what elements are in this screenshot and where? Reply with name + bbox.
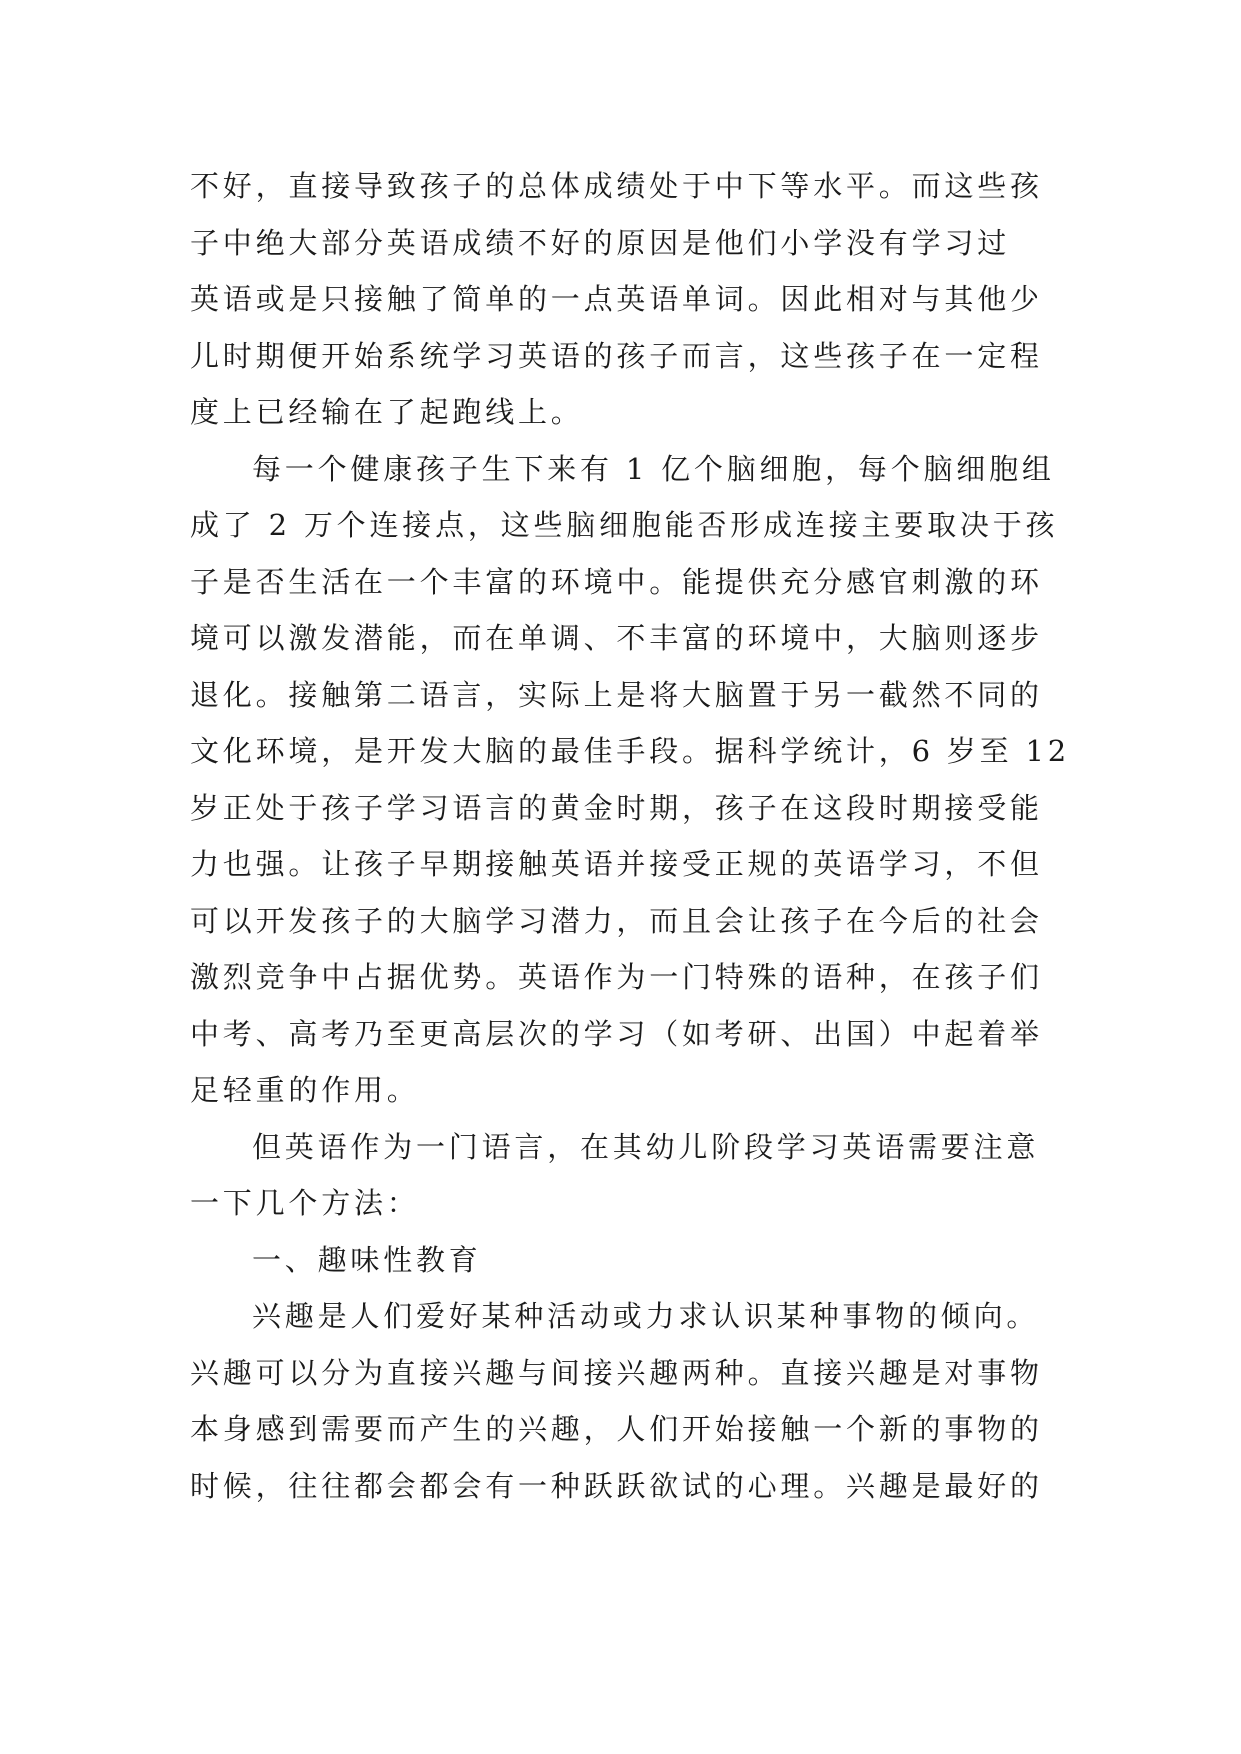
paragraph-start-line: 每一个健康孩子生下来有 1 亿个脑细胞，每个脑细胞组: [252, 451, 1055, 486]
text-line: 一下几个方法：: [190, 1186, 420, 1220]
text-line: 境可以激发潜能，而在单调、不丰富的环境中，大脑则逐步: [190, 621, 1043, 655]
text-line: 儿时期便开始系统学习英语的孩子而言，这些孩子在一定程: [190, 338, 1043, 373]
section-heading: 一、趣味性教育: [252, 1242, 482, 1277]
text-line: 兴趣可以分为直接兴趣与间接兴趣两种。直接兴趣是对事物: [190, 1355, 1043, 1390]
text-line: 不好，直接导致孩子的总体成绩处于中下等水平。而这些孩: [190, 169, 1043, 203]
text-line: 度上已经输在了起跑线上。: [190, 395, 584, 429]
document-body: [190, 158, 1070, 1514]
text-line: 时候，往往都会都会有一种跃跃欲试的心理。兴趣是最好的: [190, 1468, 1043, 1503]
paragraph-start-line: 兴趣是人们爱好某种活动或力求认识某种事物的倾向。: [252, 1299, 1040, 1333]
text-line: 文化环境，是开发大脑的最佳手段。据科学统计，6 岁至 12: [190, 734, 1070, 768]
text-line: 英语或是只接触了简单的一点英语单词。因此相对与其他少: [190, 282, 1043, 316]
text-line: 子是否生活在一个丰富的环境中。能提供充分感官刺激的环: [190, 564, 1043, 599]
text-line: 本身感到需要而产生的兴趣，人们开始接触一个新的事物的: [190, 1412, 1043, 1446]
paragraph-start-line: 但英语作为一门语言，在其幼儿阶段学习英语需要注意: [252, 1129, 1040, 1164]
text-line: 岁正处于孩子学习语言的黄金时期，孩子在这段时期接受能: [190, 790, 1043, 825]
text-line: 激烈竞争中占据优势。英语作为一门特殊的语种，在孩子们: [190, 960, 1043, 994]
text-line: 可以开发孩子的大脑学习潜力，而且会让孩子在今后的社会: [190, 903, 1043, 938]
text-line: 子中绝大部分英语成绩不好的原因是他们小学没有学习过: [190, 225, 1011, 260]
text-line: 中考、高考乃至更高层次的学习（如考研、出国）中起着举: [190, 1016, 1043, 1051]
text-line: 成了 2 万个连接点，这些脑细胞能否形成连接主要取决于孩: [190, 508, 1059, 542]
text-line: 退化。接触第二语言，实际上是将大脑置于另一截然不同的: [190, 677, 1043, 712]
text-line: 力也强。让孩子早期接触英语并接受正规的英语学习，不但: [190, 847, 1043, 881]
text-line: 足轻重的作用。: [190, 1073, 420, 1107]
